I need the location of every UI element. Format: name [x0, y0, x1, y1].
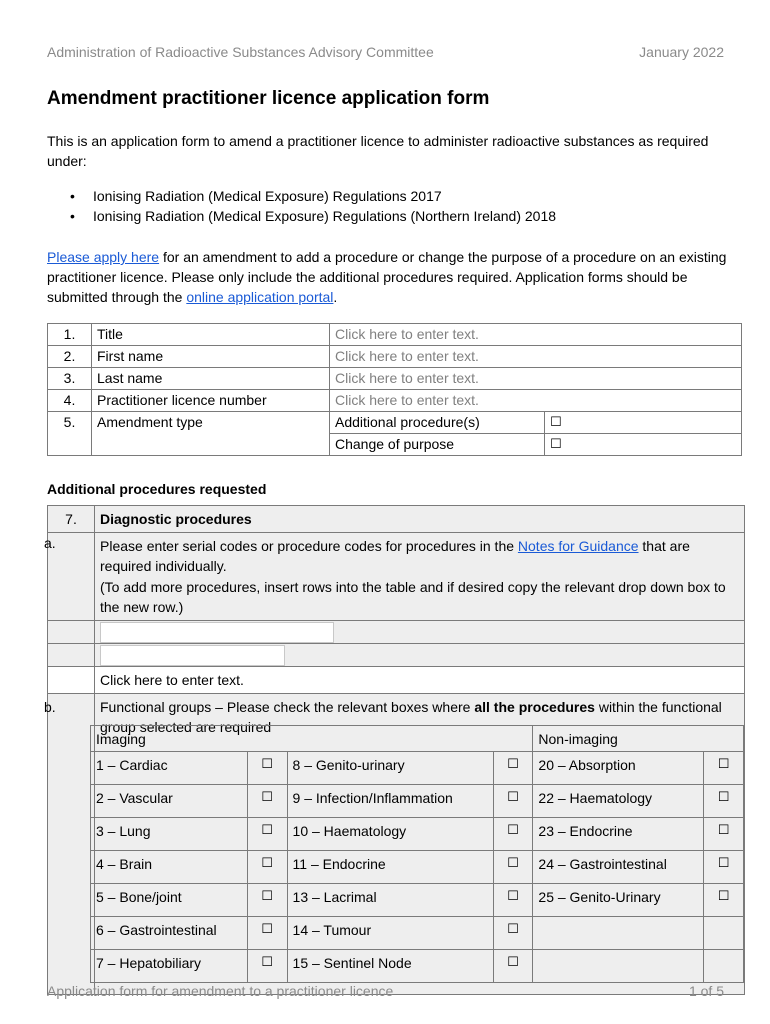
- field-label-amendment-type: Amendment type: [92, 412, 330, 456]
- group-row: [91, 917, 744, 950]
- group-label: 14 – Tumour: [287, 917, 493, 950]
- functional-groups-table: [90, 725, 744, 983]
- group-checkbox[interactable]: ☐: [493, 785, 533, 818]
- table-row: [48, 506, 745, 533]
- group-label: 10 – Haematology: [287, 818, 493, 851]
- header-date: January 2022: [639, 44, 724, 60]
- group-checkbox[interactable]: ☐: [704, 752, 744, 785]
- group-checkbox[interactable]: ☐: [704, 851, 744, 884]
- table-row: [48, 667, 745, 694]
- empty-cell: [48, 621, 95, 644]
- instruction-part: that are required individually.: [100, 538, 690, 574]
- group-row: [91, 950, 744, 983]
- field-label-first-name: First name: [92, 346, 330, 368]
- group-label: 3 – Lung: [91, 818, 248, 851]
- instructions-paragraph: [47, 247, 732, 307]
- online-portal-link[interactable]: online application portal: [186, 289, 334, 305]
- section-heading: Additional procedures requested: [47, 481, 267, 497]
- row-letter: [44, 533, 95, 621]
- page-footer: [47, 983, 724, 999]
- group-checkbox[interactable]: ☐: [493, 950, 533, 983]
- group-label: 6 – Gastrointestinal: [91, 917, 248, 950]
- group-label: 2 – Vascular: [91, 785, 248, 818]
- change-of-purpose-checkbox[interactable]: ☐: [545, 434, 742, 456]
- group-label: 25 – Genito-Urinary: [533, 884, 704, 917]
- page-header: [47, 44, 724, 60]
- group-checkbox[interactable]: ☐: [493, 884, 533, 917]
- table-row: [48, 390, 742, 412]
- group-checkbox[interactable]: ☐: [247, 884, 287, 917]
- row-number: 4.: [48, 390, 92, 412]
- group-label: 8 – Genito-urinary: [287, 752, 493, 785]
- table-row: [48, 621, 745, 644]
- group-checkbox[interactable]: ☐: [247, 752, 287, 785]
- table-row: [48, 324, 742, 346]
- table-row: [48, 412, 742, 434]
- group-label: 15 – Sentinel Node: [287, 950, 493, 983]
- group-label: 13 – Lacrimal: [287, 884, 493, 917]
- empty-cell: [48, 644, 95, 667]
- instruction-text: [100, 536, 739, 576]
- group-label: 11 – Endocrine: [287, 851, 493, 884]
- field-label-last-name: Last name: [92, 368, 330, 390]
- group-checkbox[interactable]: ☐: [247, 917, 287, 950]
- row-letter-text: b.: [44, 699, 56, 715]
- row-number: 3.: [48, 368, 92, 390]
- group-checkbox[interactable]: ☐: [493, 752, 533, 785]
- footer-document-title: Application form for amendment to a practitioner licence: [47, 983, 394, 999]
- empty-cell: [48, 667, 95, 694]
- option-additional-procedures: Additional procedure(s): [330, 412, 545, 434]
- group-checkbox[interactable]: ☐: [247, 851, 287, 884]
- group-checkbox[interactable]: ☐: [247, 818, 287, 851]
- row-number: 7.: [48, 506, 95, 533]
- functional-groups-text: within the functional group selected are required: [100, 699, 722, 735]
- group-label: 7 – Hepatobiliary: [91, 950, 248, 983]
- title-input[interactable]: Click here to enter text.: [330, 324, 742, 346]
- group-row: [91, 884, 744, 917]
- option-change-of-purpose: Change of purpose: [330, 434, 545, 456]
- table-row: [48, 533, 745, 621]
- table-row: [48, 346, 742, 368]
- procedure-text-input[interactable]: Click here to enter text.: [95, 667, 745, 694]
- row-number: 5.: [48, 412, 92, 456]
- group-row: [91, 785, 744, 818]
- group-label: 22 – Haematology: [533, 785, 704, 818]
- applicant-details-table: [47, 323, 742, 456]
- page-number: 1 of 5: [688, 983, 724, 999]
- group-label: 4 – Brain: [91, 851, 248, 884]
- group-checkbox[interactable]: ☐: [704, 818, 744, 851]
- procedure-entry-cell: [95, 644, 745, 667]
- table-row: [48, 368, 742, 390]
- instructions-end: .: [333, 289, 338, 305]
- group-checkbox[interactable]: ☐: [493, 917, 533, 950]
- group-header-row: [91, 726, 744, 752]
- bullet-icon: •: [70, 208, 75, 224]
- group-label: 5 – Bone/joint: [91, 884, 248, 917]
- functional-groups-text: Functional groups – Please check the relevant boxes where: [100, 699, 475, 715]
- row-number: 2.: [48, 346, 92, 368]
- intro-text: This is an application form to amend a practitioner licence to administer radioactive substances as required under:: [47, 133, 709, 169]
- empty-cell: [704, 917, 744, 950]
- header-organisation: Administration of Radioactive Substances Advisory Committee: [47, 44, 434, 60]
- instructions-text: for an amendment to add a procedure or change the purpose of a procedure on an existing practitioner licence. Please only include the additional procedures required. Application forms should be submitted through the: [47, 249, 727, 305]
- empty-cell: [533, 917, 704, 950]
- group-label: 24 – Gastrointestinal: [533, 851, 704, 884]
- group-row: [91, 851, 744, 884]
- group-checkbox[interactable]: ☐: [247, 950, 287, 983]
- group-label: 9 – Infection/Inflammation: [287, 785, 493, 818]
- bullet-item: [70, 208, 556, 224]
- diagnostic-heading: Diagnostic procedures: [95, 506, 745, 533]
- licence-number-input[interactable]: Click here to enter text.: [330, 390, 742, 412]
- imaging-label: Imaging: [91, 726, 533, 752]
- instruction-cell: [95, 533, 745, 621]
- table-row: [48, 644, 745, 667]
- group-label: 1 – Cardiac: [91, 752, 248, 785]
- bullet-icon: •: [70, 188, 75, 204]
- first-name-input[interactable]: Click here to enter text.: [330, 346, 742, 368]
- field-label-licence-number: Practitioner licence number: [92, 390, 330, 412]
- procedure-code-input[interactable]: [100, 645, 285, 666]
- bullet-text: Ionising Radiation (Medical Exposure) Regulations 2017: [93, 188, 442, 204]
- functional-groups-bold: all the procedures: [474, 699, 595, 715]
- bullet-text: Ionising Radiation (Medical Exposure) Regulations (Northern Ireland) 2018: [93, 208, 557, 224]
- non-imaging-label: Non-imaging: [533, 726, 744, 752]
- apply-here-link[interactable]: Please apply here: [47, 249, 160, 265]
- group-row: [91, 752, 744, 785]
- row-letter-text: a.: [44, 535, 56, 551]
- group-checkbox[interactable]: ☐: [247, 785, 287, 818]
- group-checkbox[interactable]: ☐: [704, 884, 744, 917]
- row-number: 1.: [48, 324, 92, 346]
- last-name-input[interactable]: Click here to enter text.: [330, 368, 742, 390]
- empty-cell: [704, 950, 744, 983]
- field-label-title: Title: [92, 324, 330, 346]
- notes-for-guidance-link[interactable]: Notes for Guidance: [517, 538, 639, 554]
- group-label: 20 – Absorption: [533, 752, 704, 785]
- instruction-note: (To add more procedures, insert rows into the table and if desired copy the relevant drop down box to the new row.): [100, 579, 726, 615]
- instruction-part: Please enter serial codes or procedure codes for procedures in the: [100, 538, 518, 554]
- page-title: Amendment practitioner licence application form: [47, 88, 490, 109]
- additional-procedures-checkbox[interactable]: ☐: [545, 412, 742, 434]
- group-row: [91, 818, 744, 851]
- group-checkbox[interactable]: ☐: [493, 851, 533, 884]
- empty-cell: [533, 950, 704, 983]
- bullet-item: [70, 188, 442, 204]
- group-checkbox[interactable]: ☐: [493, 818, 533, 851]
- procedure-code-input[interactable]: [100, 622, 334, 643]
- group-checkbox[interactable]: ☐: [704, 785, 744, 818]
- group-label: 23 – Endocrine: [533, 818, 704, 851]
- procedure-entry-cell: [95, 621, 745, 644]
- row-letter: [44, 694, 95, 995]
